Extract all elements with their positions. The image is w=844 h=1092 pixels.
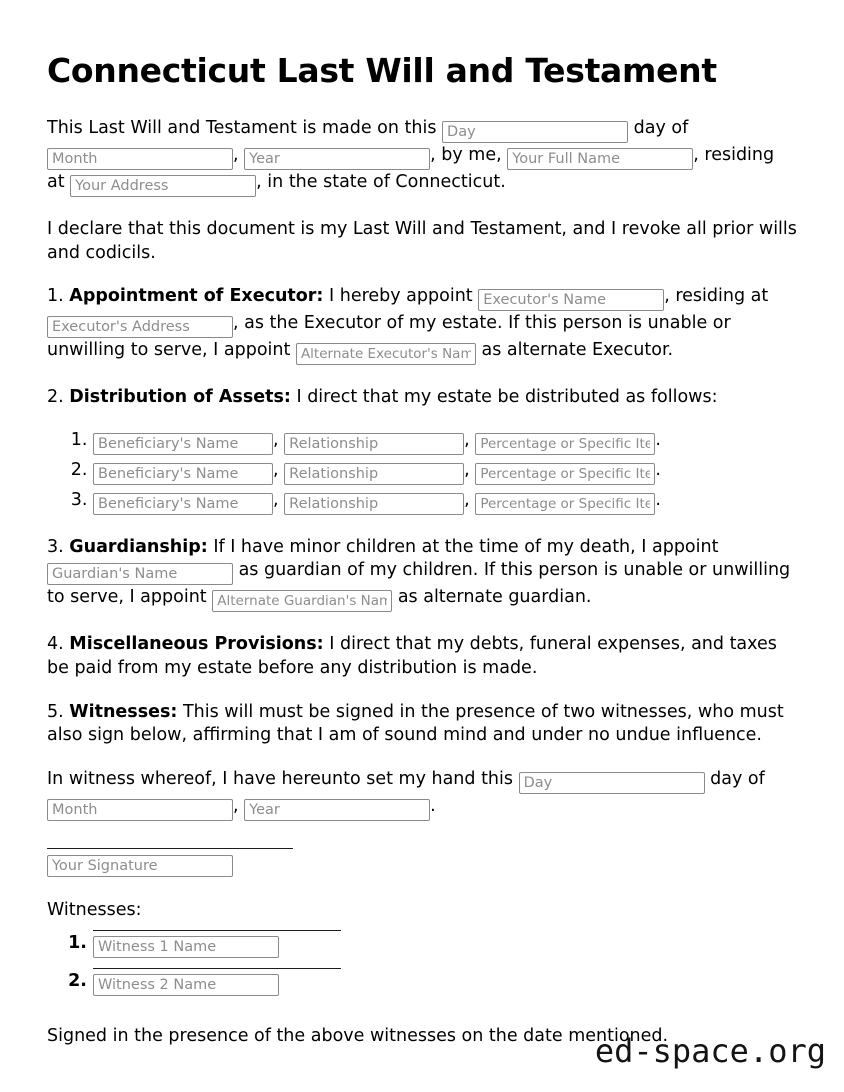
- relationship-input-2[interactable]: [284, 463, 464, 485]
- section-2-number: 2.: [47, 387, 64, 408]
- section-2-text-1: I direct that my estate be distributed as follows:: [290, 387, 718, 408]
- intro-year-input[interactable]: [244, 148, 430, 170]
- section-2-heading: Distribution of Assets:: [69, 387, 291, 408]
- section-1-text-1: I hereby appoint: [323, 286, 473, 307]
- section-1-text-2: , residing at: [664, 286, 769, 307]
- section-4-number: 4.: [47, 634, 64, 655]
- distribution-list: [47, 428, 797, 516]
- witness-1-inner: [93, 930, 797, 959]
- intro-lead-text: This Last Will and Testament is made on this: [47, 117, 437, 138]
- section-3-heading: Guardianship:: [69, 536, 208, 557]
- distribution-terminator-3: .: [655, 489, 661, 510]
- signature-block: [47, 848, 797, 878]
- section-1-text-4: as alternate Executor.: [481, 340, 674, 361]
- witness-2-line: [93, 968, 341, 969]
- section-guardianship: [47, 536, 797, 614]
- distribution-row: [93, 428, 797, 456]
- alternate-guardian-name-input[interactable]: [212, 590, 392, 612]
- intro-residing-at-text: , residing at: [47, 144, 775, 192]
- beneficiary-name-input-1[interactable]: [93, 433, 273, 455]
- share-input-3[interactable]: [475, 493, 655, 515]
- distribution-terminator-1: .: [655, 429, 661, 450]
- beneficiary-name-input-3[interactable]: [93, 493, 273, 515]
- witness-2-inner: [93, 968, 797, 997]
- section-4-heading: Miscellaneous Provisions:: [69, 634, 324, 655]
- section-5-heading: Witnesses:: [69, 701, 178, 722]
- intro-full-name-input[interactable]: [507, 148, 693, 170]
- witness-list: [47, 930, 797, 997]
- distribution-separator-2a: ,: [273, 459, 279, 480]
- relationship-input-3[interactable]: [284, 493, 464, 515]
- section-1-text-3: , as the Executor of my estate. If this person is unable or unwilling to serve, I appoint: [47, 313, 731, 361]
- distribution-separator-1b: ,: [464, 429, 470, 450]
- section-1-number: 1.: [47, 286, 64, 307]
- section-3-text-1: If I have minor children at the time of my death, I appoint: [207, 536, 719, 557]
- intro-paragraph: [47, 117, 797, 198]
- distribution-separator-2b: ,: [464, 459, 470, 480]
- attestation-comma: ,: [233, 795, 239, 816]
- page-title: Connecticut Last Will and Testament: [47, 51, 717, 90]
- distribution-separator-3a: ,: [273, 489, 279, 510]
- section-witnesses: [47, 701, 797, 748]
- executor-address-input[interactable]: [47, 316, 233, 338]
- intro-by-me-text: , by me,: [430, 144, 502, 165]
- section-3-text-2: as guardian of my children. If this person is unable or unwilling to serve, I appoint: [47, 560, 791, 608]
- distribution-separator-1a: ,: [273, 429, 279, 450]
- section-executor: [47, 285, 797, 366]
- attestation-year-input[interactable]: [244, 799, 430, 821]
- witness-list-item: [93, 968, 797, 997]
- section-4-text-1: I direct that my debts, funeral expenses, and taxes be paid from my estate before any distribution is made.: [47, 634, 777, 679]
- attestation-day-input[interactable]: [519, 772, 705, 794]
- distribution-row: [93, 458, 797, 486]
- signature-input[interactable]: [47, 855, 233, 877]
- section-5-text-1: This will must be signed in the presence of two witnesses, who must also sign below, affirming that I am of sound mind and under no undue influence.: [47, 701, 784, 746]
- attestation-month-input[interactable]: [47, 799, 233, 821]
- intro-day-of-text: day of: [633, 117, 689, 138]
- intro-month-input[interactable]: [47, 148, 233, 170]
- attestation-day-of-text: day of: [710, 768, 765, 789]
- witnesses-label: Witnesses:: [47, 899, 142, 920]
- section-distribution-intro: [47, 386, 797, 410]
- witness-1-line: [93, 930, 341, 931]
- distribution-row: [93, 488, 797, 516]
- intro-day-input[interactable]: [442, 121, 628, 143]
- section-3-text-3: as alternate guardian.: [397, 587, 592, 608]
- intro-state-text: , in the state of Connecticut.: [256, 171, 506, 192]
- section-3-number: 3.: [47, 536, 64, 557]
- attestation-period: .: [430, 795, 436, 816]
- beneficiary-name-input-2[interactable]: [93, 463, 273, 485]
- section-5-number: 5.: [47, 701, 64, 722]
- distribution-separator-3b: ,: [464, 489, 470, 510]
- witness-list-item: [93, 930, 797, 959]
- witness-2-name-input[interactable]: [93, 974, 279, 996]
- attestation-paragraph: [47, 768, 797, 822]
- alternate-executor-name-input[interactable]: [296, 343, 476, 365]
- intro-comma-1: ,: [233, 144, 239, 165]
- section-miscellaneous: [47, 633, 797, 680]
- signature-line: [47, 848, 293, 849]
- guardian-name-input[interactable]: [47, 563, 233, 585]
- intro-address-input[interactable]: [70, 175, 256, 197]
- attestation-lead-text: In witness whereof, I have hereunto set my hand this: [47, 768, 514, 789]
- witness-1-name-input[interactable]: [93, 936, 279, 958]
- section-1-heading: Appointment of Executor:: [69, 286, 324, 307]
- share-input-1[interactable]: [475, 433, 655, 455]
- site-watermark: ed-space.org: [594, 1032, 826, 1070]
- share-input-2[interactable]: [475, 463, 655, 485]
- executor-name-input[interactable]: [478, 289, 664, 311]
- relationship-input-1[interactable]: [284, 433, 464, 455]
- declaration-paragraph: I declare that this document is my Last Will and Testament, and I revoke all prior wills and codicils.: [47, 218, 797, 263]
- closing-paragraph: Signed in the presence of the above witnesses on the date mentioned.: [47, 1025, 669, 1046]
- distribution-terminator-2: .: [655, 459, 661, 480]
